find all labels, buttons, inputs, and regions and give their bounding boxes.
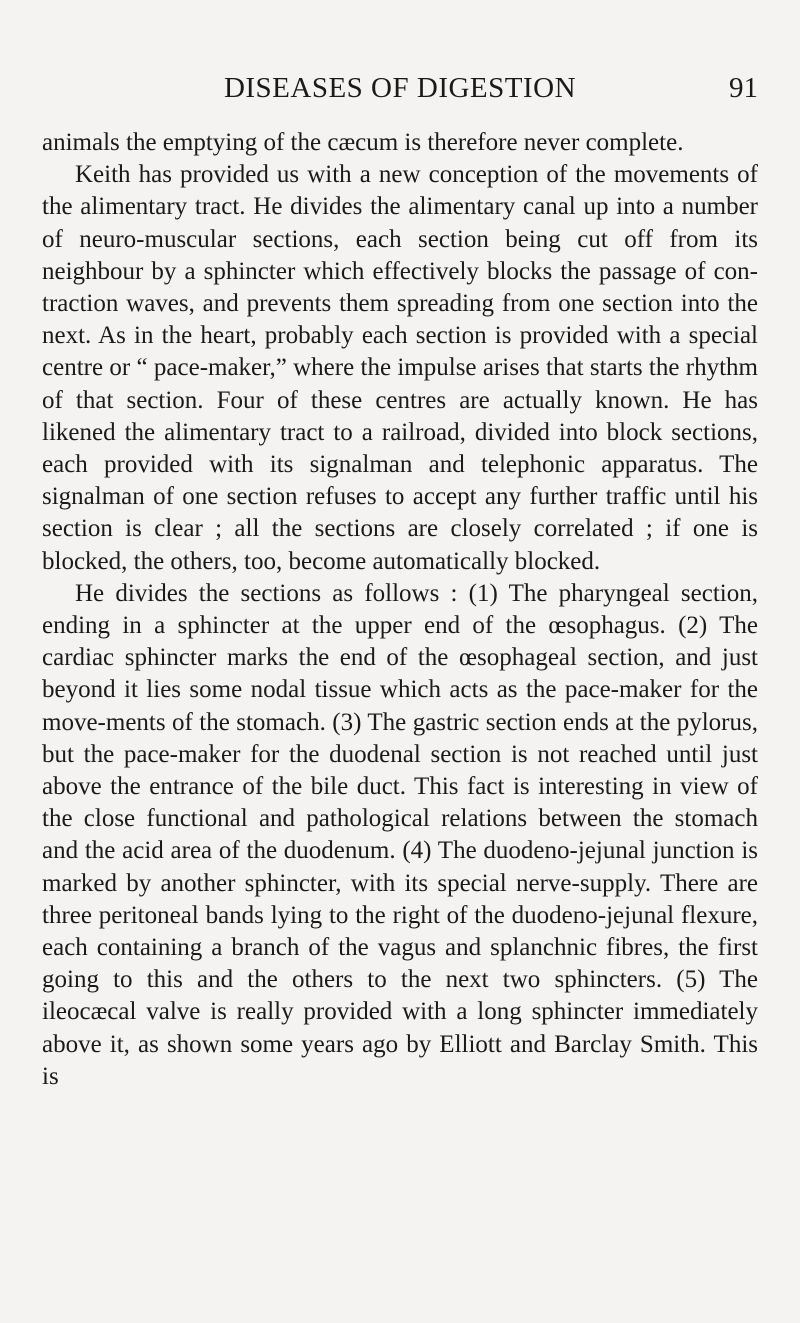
running-title: DISEASES OF DIGESTION — [223, 72, 577, 104]
running-head — [42, 68, 758, 108]
paragraph-continued: animals the emptying of the cæcum is therefore never complete. — [42, 129, 684, 156]
body-text — [42, 127, 758, 1093]
paragraph-keith-conception: Keith has provided us with a new conception of the movements of the alimentary tract. He divides the alimentary canal up into a number of neuro-muscular sections, each section being cut off from its neighbour by a sphincter which effectively blocks the passage of con-traction waves, and prevents them spreading from one section into the next. As in the heart, probably each section is provided with a special centre or “ pace-maker,” where the impulse arises that starts the rhythm of that section. Four of these centres are actually known. He has likened the alimentary tract to a railroad, divided into block sections, each provided with its signalman and telephonic apparatus. The signalman of one section refuses to accept any further traffic until his section is clear ; all the sections are closely correlated ; if one is blocked, the others, too, become automatically blocked. — [42, 161, 758, 575]
page-number: 91 — [729, 72, 758, 104]
paragraph-sections-list: He divides the sections as follows : (1) The pharyngeal section, ending in a sphincter at the upper end of the œsophagus. (2) The cardiac sphincter marks the end of the œsophageal section, and just beyond it lies some nodal tissue which acts as the pace-maker for the move-ments of the stomach. (3) The gastric section ends at the pylorus, but the pace-maker for the duodenal section is not reached until just above the entrance of the bile duct. This fact is interesting in view of the close functional and pathological relations between the stomach and the acid area of the duodenum. (4) The duodeno-jejunal junction is marked by another sphincter, with its special nerve-supply. There are three peritoneal bands lying to the right of the duodeno-jejunal flexure, each containing a branch of the vagus and splanchnic fibres, the first going to this and the others to the next two sphincters. (5) The ileocæcal valve is really provided with a long sphincter immediately above it, as shown some years ago by Elliott and Barclay Smith. This is — [42, 579, 758, 1090]
